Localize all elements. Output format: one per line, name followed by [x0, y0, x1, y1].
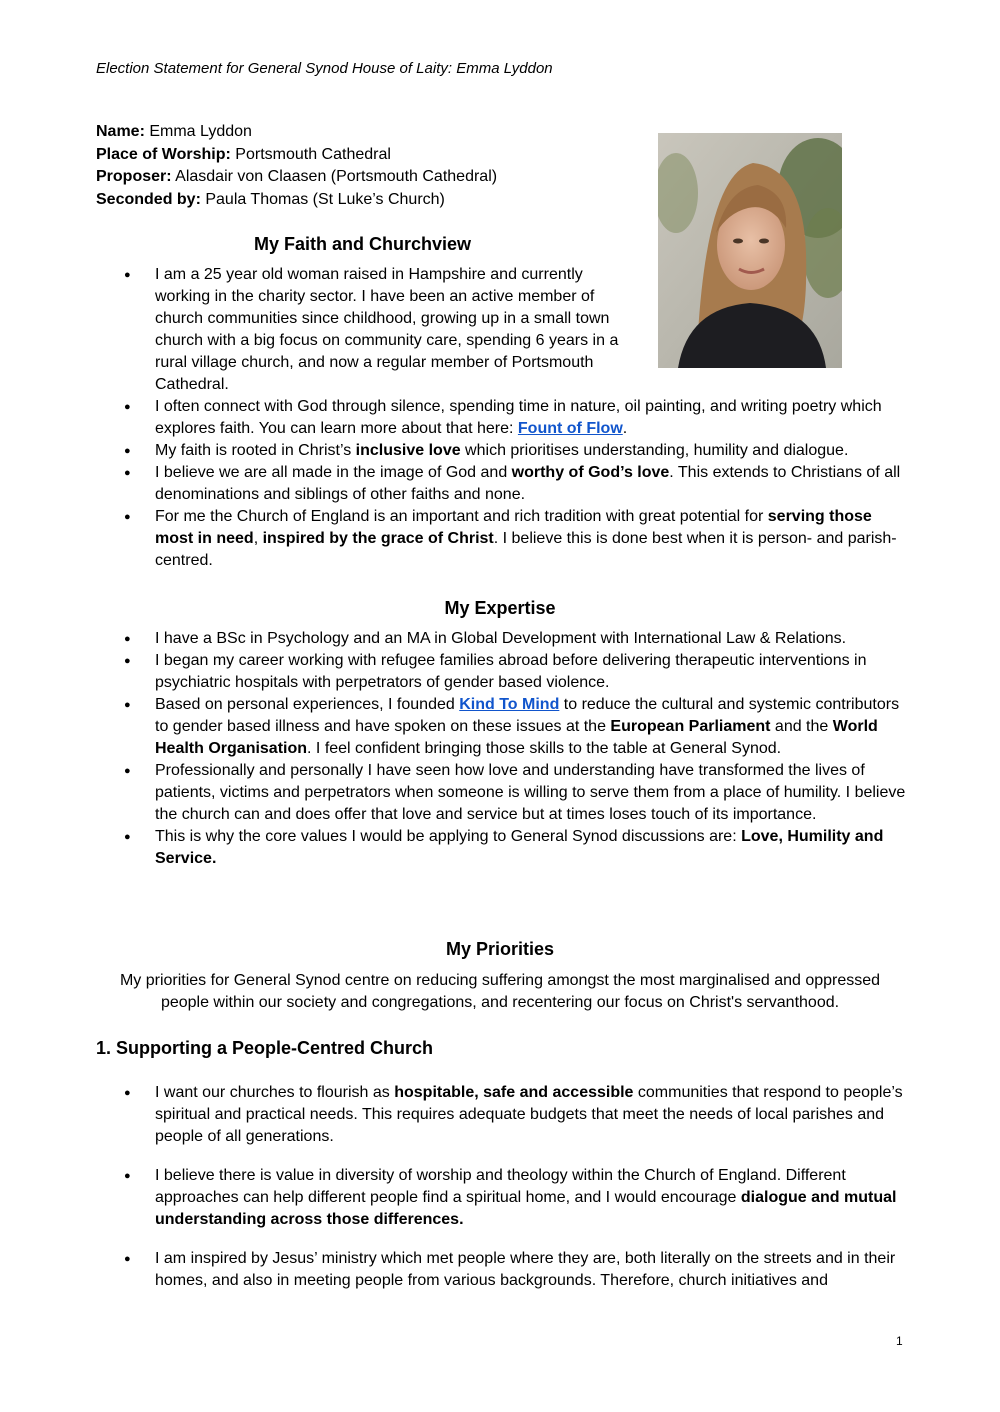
list-item: ● I am inspired by Jesus’ ministry which met people where they are, both literally on the streets and in their homes, and also in meeting people from various backgrounds. Therefore, church initiatives and	[96, 1248, 906, 1292]
list-item: ● I began my career working with refugee families abroad before delivering therapeutic interventions in psychiatric hospitals with perpetrators of gender based violence.	[96, 650, 906, 694]
list-item: ● Based on personal experiences, I founded Kind To Mind to reduce the cultural and systemic contributors to gender based illness and have spoken on these issues at the European Parliament and the World Health Organisation. I feel confident bringing those skills to the table at General Synod.	[96, 694, 906, 760]
list-item: ● For me the Church of England is an important and rich tradition with great potential for serving those most in need, inspired by the grace of Christ. I believe this is done best when it is person- and parish- centred.	[96, 506, 906, 572]
list-item: ● I am a 25 year old woman raised in Hampshire and currently working in the charity sector. I have been an active member of church communities since childhood, growing up in a small town church with a big focus on community care, spending 6 years in a rural village church, and now a regular member of Portsmouth Cathedral.	[96, 264, 906, 396]
page-number: 1	[896, 1334, 903, 1348]
list-item: ● I have a BSc in Psychology and an MA in Global Development with International Law & Relations.	[96, 628, 906, 650]
list-item: ● My faith is rooted in Christ’s inclusive love which prioritises understanding, humility and dialogue.	[96, 440, 906, 462]
priorities-heading: My Priorities	[445, 939, 555, 959]
fount-of-flow-link[interactable]: Fount of Flow	[517, 420, 623, 437]
faith-list	[96, 264, 906, 572]
list-item: ● I believe we are all made in the image of God and worthy of God’s love. This extends to Christians of all denominations and siblings of other faiths and none.	[96, 462, 906, 506]
expertise-list	[96, 628, 906, 870]
place-line: Place of Worship: Portsmouth Cathedral	[96, 145, 391, 163]
subheading-people-centred: 1. Supporting a People-Centred Church	[96, 1038, 434, 1058]
priorities-list	[96, 1082, 906, 1309]
list-item: ● I believe there is value in diversity of worship and theology within the Church of England. Different approaches can help different people find a spiritual home, and I would encourage dialogue and mutual understanding across those differences.	[96, 1165, 906, 1231]
list-item: ● I want our churches to flourish as hospitable, safe and accessible communities that respond to people’s spiritual and practical needs. This requires adequate budgets that meet the needs of local parishes and people of all generations.	[96, 1082, 906, 1148]
faith-heading: My Faith and Churchview	[254, 234, 472, 254]
list-item: ● I often connect with God through silence, spending time in nature, oil painting, and writing poetry which explores faith. You can learn more about that here: Fount of Flow.	[96, 396, 906, 440]
priorities-intro: My priorities for General Synod centre on reducing suffering amongst the most marginalised and oppressed people within our society and congregations, and recentering our focus on Christ's servanthood.	[119, 972, 881, 1011]
document-header: Election Statement for General Synod House of Laity: Emma Lyddon	[96, 60, 553, 77]
proposer-line: Proposer: Alasdair von Claasen (Portsmouth Cathedral)	[96, 168, 498, 185]
name-line: Name: Emma Lyddon	[96, 123, 252, 140]
list-item: ● This is why the core values I would be applying to General Synod discussions are: Love, Humility and Service.	[96, 826, 906, 870]
candidate-info	[96, 121, 497, 211]
expertise-heading: My Expertise	[444, 598, 556, 618]
kind-to-mind-link[interactable]: Kind To Mind	[459, 696, 560, 713]
seconded-line: Seconded by: Paula Thomas (St Luke’s Church)	[96, 190, 445, 208]
list-item: ● Professionally and personally I have seen how love and understanding have transformed the lives of patients, victims and perpetrators when someone is willing to serve them from a place of humility. I believe the church can and does offer that love and service but at times loses touch of its importance.	[96, 760, 906, 826]
